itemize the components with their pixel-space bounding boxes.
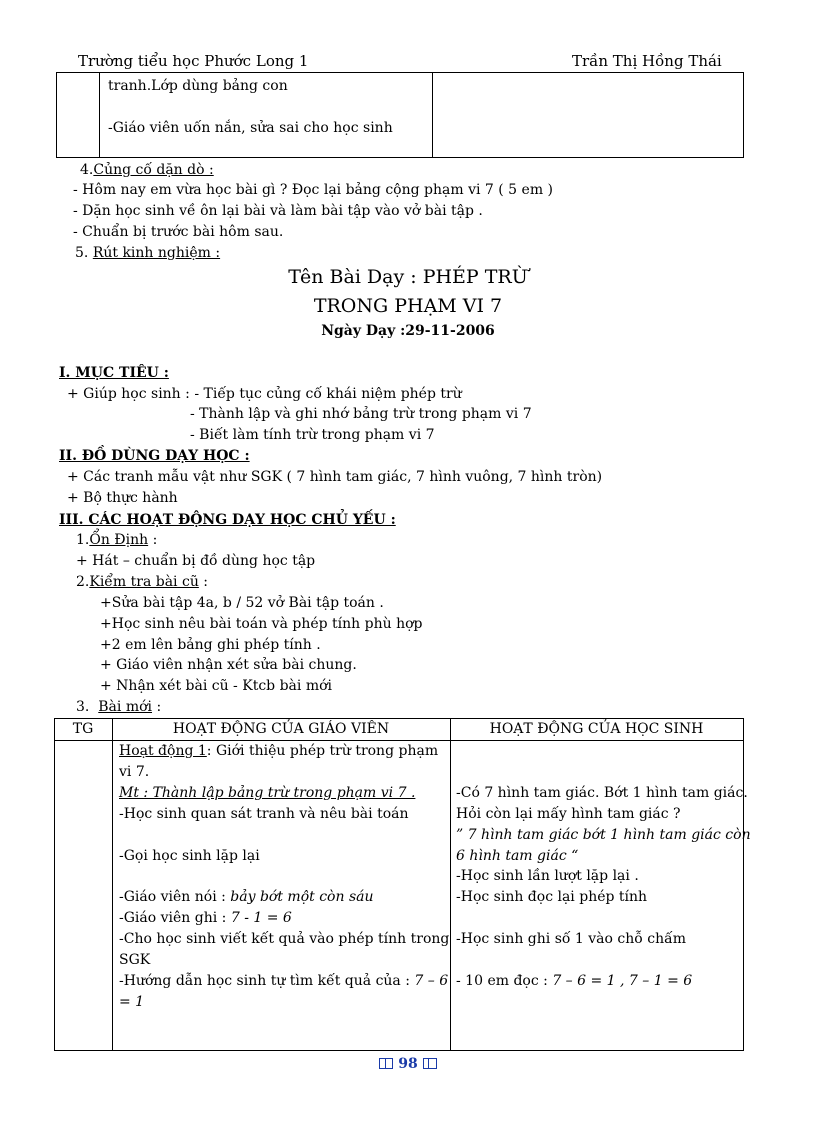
section5-heading <box>75 245 220 261</box>
student-line: -Học sinh ghi số 1 vào chỗ chấm <box>456 931 686 947</box>
table-header-student: HOẠT ĐỘNG CỦA HỌC SINH <box>489 721 704 737</box>
teacher-objective: Mt : Thành lập bảng trừ trong phạm vi 7 . <box>119 785 416 801</box>
table-header-teacher: HOẠT ĐỘNG CỦA GIÁO VIÊN <box>172 721 390 737</box>
teacher-line: -Gọi học sinh lặp lại <box>119 848 260 864</box>
section5-num: 5. <box>75 245 89 261</box>
student-line: -Có 7 hình tam giác. Bớt 1 hình tam giác. <box>456 785 748 801</box>
top-table-cell-line2: -Giáo viên uốn nắn, sửa sai cho học sinh <box>108 120 393 136</box>
student-line: - 10 em đọc : 7 – 6 = 1 , 7 – 1 = 6 <box>456 973 693 989</box>
teacher-line: SGK <box>119 952 151 968</box>
student-line: ” 7 hình tam giác bớt 1 hình tam giác còn <box>456 827 751 843</box>
activities-s2-item: + Giáo viên nhận xét sửa bài chung. <box>100 657 357 673</box>
teacher-activity-title: Hoạt động 1: Giới thiệu phép trừ trong phạm <box>119 743 439 759</box>
objectives-item: - Biết làm tính trừ trong phạm vi 7 <box>190 427 435 443</box>
activities-s2-item: +2 em lên bảng ghi phép tính . <box>100 637 321 653</box>
teacher-line: -Giáo viên ghi : 7 - 1 = 6 <box>119 910 292 926</box>
objectives-heading: I. MỤC TIÊU : <box>59 365 169 381</box>
teacher-line: -Học sinh quan sát tranh và nêu bài toán <box>119 806 409 822</box>
page-number: 98 <box>398 1056 418 1072</box>
section4-num: 4. <box>80 162 94 178</box>
teacher-line: -Cho học sinh viết kết quả vào phép tính trong <box>119 931 450 947</box>
materials-item: + Các tranh mẫu vật như SGK ( 7 hình tam giác, 7 hình vuông, 7 hình tròn) <box>67 469 603 485</box>
student-line: -Học sinh đọc lại phép tính <box>456 889 648 905</box>
activities-s1-item: + Hát – chuẩn bị đồ dùng học tập <box>76 553 316 569</box>
table-header-tg: TG <box>72 721 94 737</box>
student-line: Hỏi còn lại mấy hình tam giác ? <box>456 806 681 822</box>
student-line: 6 hình tam giác “ <box>456 848 579 864</box>
lesson-title-2: TRONG PHẠM VI 7 <box>313 295 503 317</box>
header-school: Trường tiểu học Phước Long 1 <box>78 52 309 70</box>
activities-s2-item: +Sửa bài tập 4a, b / 52 vở Bài tập toán . <box>100 595 384 611</box>
activities-s3-heading: 3. Bài mới : <box>76 699 162 715</box>
activities-heading: III. CÁC HOẠT ĐỘNG DẠY HỌC CHỦ YẾU : <box>59 512 396 528</box>
teacher-line: -Hướng dẫn học sinh tự tìm kết quả của : 7 – 6 <box>119 973 449 989</box>
book-icon <box>423 1058 437 1069</box>
header-rule <box>56 72 744 73</box>
objectives-lead: + Giúp học sinh : - Tiếp tục củng cố khái niệm phép trừ <box>67 386 462 402</box>
lesson-title-1: Tên Bài Dạy : PHÉP TRỪ <box>288 266 528 288</box>
activities-s1-heading: 1.Ổn Định : <box>76 532 158 548</box>
section4-item: - Chuẩn bị trước bài hôm sau. <box>73 224 284 240</box>
teacher-line: = 1 <box>119 994 145 1010</box>
section4-title: Củng cố dặn dò : <box>93 162 214 178</box>
activities-s2-heading: 2.Kiểm tra bài cũ : <box>76 574 209 590</box>
materials-heading: II. ĐỒ DÙNG DẠY HỌC : <box>59 448 250 464</box>
section5-title: Rút kinh nghiệm : <box>92 245 221 261</box>
teacher-line: -Giáo viên nói : bảy bớt một còn sáu <box>119 889 374 905</box>
footer-page <box>0 1056 816 1072</box>
objectives-item: - Thành lập và ghi nhớ bảng trừ trong phạm vi 7 <box>190 406 532 422</box>
teacher-line: vi 7. <box>119 764 150 780</box>
book-icon <box>379 1058 393 1069</box>
top-table-cell-line1: tranh.Lớp dùng bảng con <box>108 78 288 94</box>
section4-heading <box>80 162 214 178</box>
section4-item: - Dặn học sinh về ôn lại bài và làm bài tập vào vở bài tập . <box>73 203 483 219</box>
activities-s2-item: + Nhận xét bài cũ - Ktcb bài mới <box>100 678 332 694</box>
header-teacher: Trần Thị Hồng Thái <box>572 52 722 70</box>
lesson-date: Ngày Dạy :29-11-2006 <box>321 323 495 339</box>
section4-item: - Hôm nay em vừa học bài gì ? Đọc lại bảng cộng phạm vi 7 ( 5 em ) <box>73 182 554 198</box>
activities-s2-item: +Học sinh nêu bài toán và phép tính phù hợp <box>100 616 423 632</box>
student-line: -Học sinh lần lượt lặp lại . <box>456 868 639 884</box>
materials-item: + Bộ thực hành <box>67 490 178 506</box>
